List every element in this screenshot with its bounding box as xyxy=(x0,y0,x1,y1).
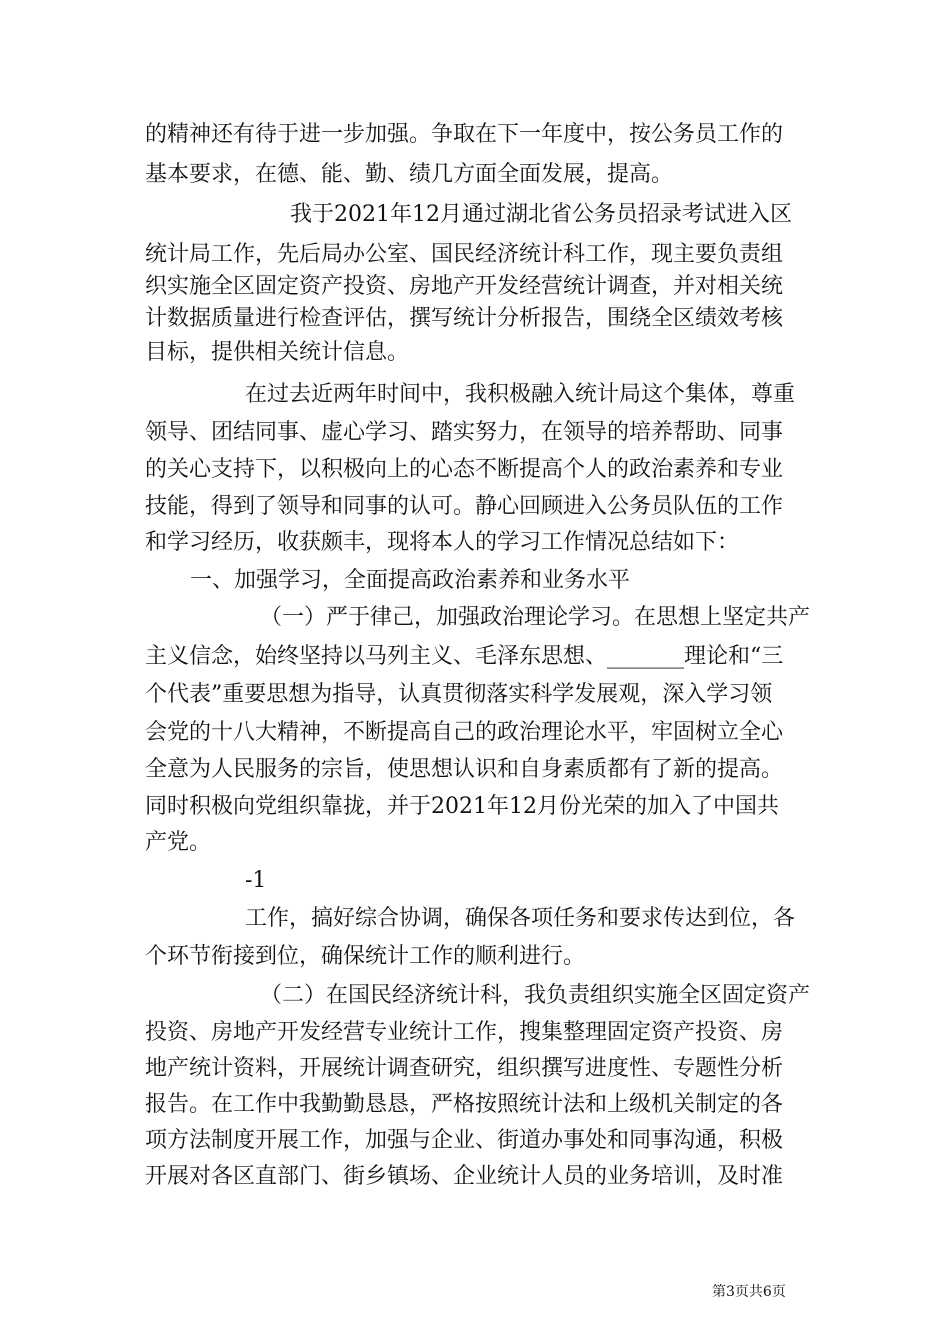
text-line: 织实施全区固定资产投资、房地产开发经营统计调查，并对相关统 xyxy=(145,274,784,299)
text-line: 我于2021年12月通过湖北省公务员招录考试进入区 xyxy=(290,202,792,227)
page-number-footer: 第3页共6页 xyxy=(712,1284,786,1300)
text-line: 在过去近两年时间中，我积极融入统计局这个集体，尊重 xyxy=(245,382,796,407)
page-marker: -1 xyxy=(245,868,267,893)
text-line: 技能，得到了领导和同事的认可。静心回顾进入公务员队伍的工作 xyxy=(145,494,784,519)
text-line: （二）在国民经济统计科，我负责组织实施全区固定资产 xyxy=(260,983,811,1008)
text-line: 领导、团结同事、虚心学习、踏实努力，在领导的培养帮助、同事 xyxy=(145,420,784,445)
text-line: 报告。在工作中我勤勤恳恳，严格按照统计法和上级机关制定的各 xyxy=(145,1092,784,1117)
text-line: 个环节衔接到位，确保统计工作的顺利进行。 xyxy=(145,944,586,969)
text-line: 目标，提供相关统计信息。 xyxy=(145,340,410,365)
text-line: 工作，搞好综合协调，确保各项任务和要求传达到位，各 xyxy=(245,906,796,931)
text-line: 同时积极向党组织靠拢，并于2021年12月份光荣的加入了中国共 xyxy=(145,794,779,819)
text-line: 投资、房地产开发经营专业统计工作，搜集整理固定资产投资、房 xyxy=(145,1020,784,1045)
text-line: 和学习经历，收获颇丰，现将本人的学习工作情况总结如下： xyxy=(145,530,740,555)
text-line: 的精神还有待于进一步加强。争取在下一年度中，按公务员工作的 xyxy=(145,122,784,147)
section-heading: 一、加强学习，全面提高政治素养和业务水平 xyxy=(190,568,631,593)
text-line: （一）严于律己，加强政治理论学习。在思想上坚定共产 xyxy=(260,605,811,630)
text-line: 统计局工作，先后局办公室、国民经济统计科工作，现主要负责组 xyxy=(145,242,784,267)
text-line: 产党。 xyxy=(145,830,212,855)
text-line: 项方法制度开展工作，加强与企业、街道办事处和同事沟通，积极 xyxy=(145,1128,784,1153)
text-line: 基本要求，在德、能、勤、绩几方面全面发展，提高。 xyxy=(145,162,674,187)
text-line: 计数据质量进行检查评估，撰写统计分析报告，围绕全区绩效考核 xyxy=(145,306,784,331)
text-line: 个代表”重要思想为指导，认真贯彻落实科学发展观，深入学习领 xyxy=(145,682,773,707)
text-line: 开展对各区直部门、街乡镇场、企业统计人员的业务培训，及时准 xyxy=(145,1164,784,1189)
text-line: 的关心支持下，以积极向上的心态不断提高个人的政治素养和专业 xyxy=(145,457,784,482)
text-line: 全意为人民服务的宗旨，使思想认识和自身素质都有了新的提高。 xyxy=(145,757,784,782)
text-line: 主义信念，始终坚持以马列主义、毛泽东思想、_______理论和“三 xyxy=(145,644,784,669)
text-line: 会党的十八大精神，不断提高自己的政治理论水平，牢固树立全心 xyxy=(145,720,784,745)
text-line: 地产统计资料，开展统计调查研究，组织撰写进度性、专题性分析 xyxy=(145,1056,784,1081)
